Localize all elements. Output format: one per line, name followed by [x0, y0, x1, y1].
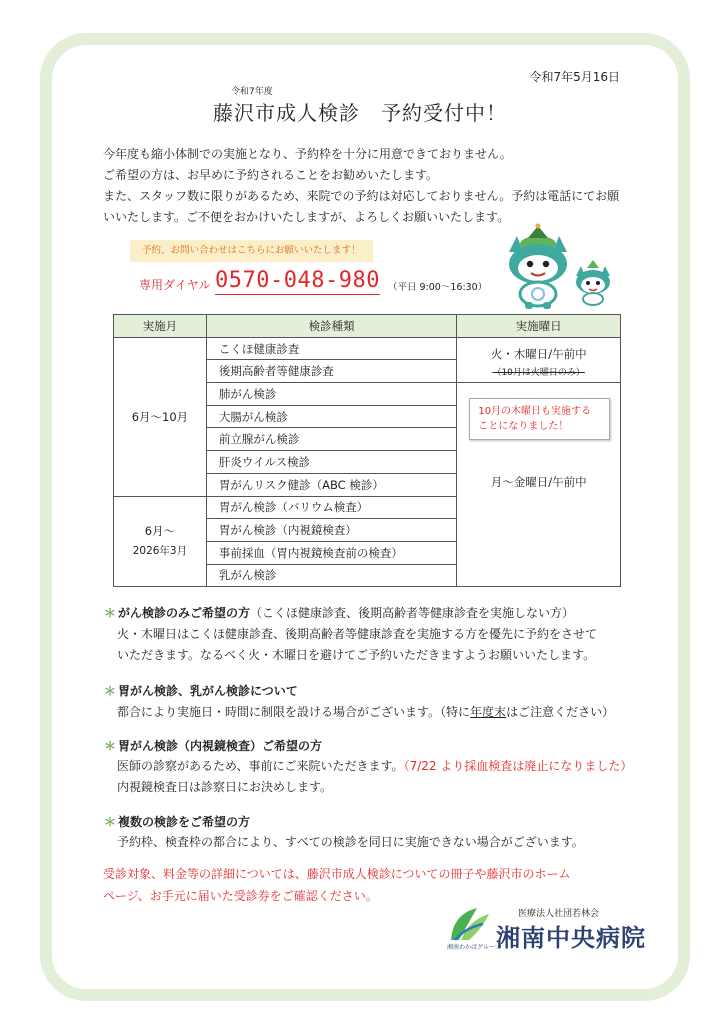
exam-schedule-table [113, 314, 621, 587]
dial-label: 専用ダイヤル [139, 278, 211, 292]
intro-line: また、スタッフ数に限りがあるため、来院での予約は対応しておりません。予約は電話にてお願 [103, 189, 620, 203]
weekday-cell [457, 337, 621, 587]
section-note: （こくほ健康診査、後期高齢者等健康診査を実施しない方） [250, 606, 575, 620]
star-bullet-icon: ＊ [104, 606, 117, 620]
star-bullet-icon: ＊ [104, 684, 117, 698]
hospital-name: 湘南中央病院 [496, 924, 646, 952]
weekday-mon-fri: 月～金曜日/午前中 [490, 474, 587, 489]
issue-date: 令和7年5月16日 [529, 70, 620, 84]
section-line [117, 756, 632, 777]
callout-line: 10月の木曜日も実施する [478, 405, 592, 417]
section-multiple-body: 予約枠、検査枠の都合により、すべての検診を同日に実施できない場合がございます。 [117, 835, 584, 849]
header-exam-type: 検診種類 [206, 315, 457, 338]
month-jun-oct: 6月～10月 [114, 337, 207, 496]
exam-cell: 胃がん検診（バリウム検査） [206, 496, 457, 519]
exam-cell: 肺がん検診 [206, 383, 457, 406]
header-month: 実施月 [114, 315, 207, 338]
intro-line: ご希望の方は、お早めに予約されることをお勧めいたします。 [103, 168, 439, 182]
hospital-leaf-logo-icon [447, 904, 491, 942]
intro-line: 今年度も縮小体制での実施となり、予約枠を十分に用意できておりません。 [103, 147, 512, 161]
dial-hours: （平日 9:00～16:30） [388, 282, 488, 293]
table-header-row [114, 315, 621, 338]
exam-cell: 胃がん検診（内視鏡検査） [206, 519, 457, 542]
month-line: 6月～ [144, 524, 176, 539]
star-bullet-icon: ＊ [104, 815, 117, 829]
weekday-october-note: （10月は火曜日のみ） [492, 367, 585, 378]
section-endoscopy-heading [104, 737, 322, 754]
mascot-small-illustration [572, 258, 614, 306]
intro-text [103, 144, 619, 228]
section-line: いただきます。なるべく火・木曜日を避けてご予約いただきますようお願いいたします。 [117, 648, 596, 662]
star-bullet-icon: ＊ [104, 739, 117, 753]
weekday-tue-thu: 火・木曜日/午前中 [490, 346, 587, 361]
section-title: 複数の検診をご希望の方 [118, 815, 251, 829]
footer-line: 受診対象、料金等の詳細については、藤沢市成人検診についての冊子や藤沢市のホーム [103, 867, 571, 881]
month-line: 2026年3月 [132, 545, 188, 558]
section-text: はご注意ください） [506, 705, 615, 719]
dial-number[interactable]: 0570-048-980 [215, 268, 380, 293]
blood-test-abolished-note: （7/22 より採血検査は廃止になりました） [403, 759, 633, 773]
hospital-group: 湘南わかばグループ [447, 944, 501, 951]
exam-cell: 乳がん検診 [206, 564, 457, 587]
footer-note [103, 863, 571, 907]
contact-notice: 予約、お問い合わせはこちらにお願いいたします！ [130, 240, 373, 262]
footer-line: ページ、お手元に届いた受診券をご確認ください。 [103, 889, 378, 903]
section-title: 胃がん検診、乳がん検診について [118, 684, 298, 698]
section-text: 都合により実施日・時間に制限を設ける場合がございます。（特に [117, 705, 471, 719]
section-title: 胃がん検診（内視鏡検査）ご希望の方 [118, 739, 323, 753]
mascot-large-illustration [503, 222, 573, 310]
section-multiple-heading [104, 813, 250, 830]
month-jun-mar [114, 496, 207, 587]
exam-cell: 事前採血（胃内視鏡検査前の検査） [206, 541, 457, 564]
page-title: 藤沢市成人検診 予約受付中！ [213, 101, 507, 125]
section-text: 医師の診察があるため、事前にご来院いただきます。 [117, 759, 404, 773]
section-gastric-breast-body [117, 702, 614, 723]
weekday-divider [457, 382, 620, 383]
section-title: がん検診のみご希望の方 [118, 606, 251, 620]
section-gastric-breast-heading [104, 682, 298, 699]
section-cancer-only-heading [104, 604, 574, 621]
section-line: 火・木曜日はこくほ健康診査、後期高齢者等健康診査を実施する方を優先に予約をさせて [117, 627, 598, 641]
exam-cell: 前立腺がん検診 [206, 428, 457, 451]
header-weekday: 実施曜日 [457, 315, 621, 338]
fiscal-year: 令和7年度 [231, 87, 273, 97]
section-cancer-only-body [117, 624, 597, 666]
table-row [114, 337, 621, 360]
intro-line: いいたします。ご不便をおかけいたしますが、よろしくお願いいたします。 [103, 210, 510, 224]
section-line: 内視鏡検査日は診察日にお決めします。 [117, 780, 333, 794]
exam-cell: こくほ健康診査 [206, 337, 457, 360]
exam-cell: 大腸がん検診 [206, 405, 457, 428]
exam-cell: 胃がんリスク健診（ABC 検診） [206, 473, 457, 496]
hospital-corporation: 医療法人社団若林会 [518, 909, 600, 919]
exam-cell: 後期高齢者等健康診査 [206, 360, 457, 383]
callout-line: ことになりました！ [478, 420, 569, 432]
october-callout [469, 398, 610, 440]
section-endoscopy-body [117, 756, 632, 798]
fiscal-year-end-text: 年度末 [470, 705, 507, 719]
exam-cell: 肝炎ウイルス検診 [206, 451, 457, 474]
